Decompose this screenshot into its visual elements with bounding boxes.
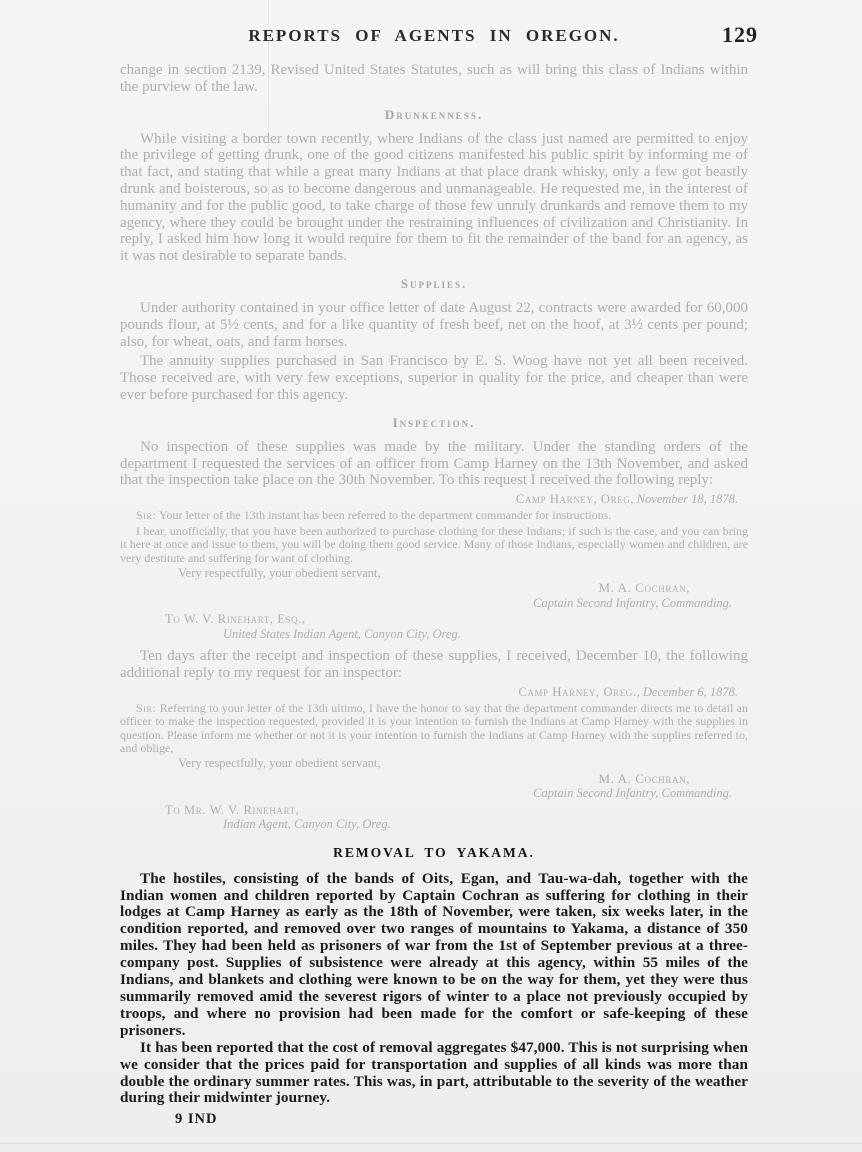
letter1-closing: Very respectfully, your obedient servant, (178, 565, 381, 580)
letter1-addressee (165, 612, 748, 641)
inspection-paragraph-2: Ten days after the receipt and inspection of these supplies, I received, December 10, the following additional reply to my request for an inspector: (120, 648, 748, 681)
faded-text-region (120, 62, 748, 832)
letter1-salutation: Sir: (136, 508, 157, 523)
letter1-signature (120, 581, 748, 610)
letter1-addressee-line2: United States Indian Agent, Canyon City, Oreg. (223, 626, 461, 641)
letter1-dateline (120, 492, 738, 507)
page-header-title: REPORTS OF AGENTS IN OREGON. (248, 26, 620, 45)
heading-inspection: Inspection. (392, 414, 476, 430)
letter2-addressee (165, 803, 748, 832)
letter2-addressee-line1: To Mr. W. V. Rinehart, (165, 802, 300, 817)
letter2-closing: Very respectfully, your obedient servant, (178, 756, 381, 771)
letter1-body-1 (120, 509, 748, 523)
letter2-dateline-place: Camp Harney, Oreg. (518, 684, 637, 699)
letter1-signature-title: Captain Second Infantry, Commanding. (533, 595, 732, 610)
running-head (120, 22, 758, 47)
heading-drunkenness: Drunkenness. (384, 106, 484, 122)
drunkenness-paragraph: While visiting a border town recently, where Indians of the class just named are permitted to enjoy the privilege of getting drunk, one of the good citizens manifested his public spirit by informing me of that fact, and stating that while a great many Indians at that place drank whisky, only a few got beastly drunk and boisterous, so as to become dangerous and unmanageable. He requested me, in the interest of humanity and for the public good, to take charge of those few unruly drunkards and remove them to my agency, where they could be brought under the restraining influences of civilization and Christianity. In reply, I asked him how long it would require for them to fit the remainder of the band for an agency, as it was not desirable to separate bands. (120, 130, 748, 265)
removal-paragraph-1: The hostiles, consisting of the bands of Oits, Egan, and Tau-wa-dah, together with the Indian women and children reported by Captain Cochran as suffering for clothing in their lodges at Camp Harney as early as the 18th of November, were taken, six weeks later, in the condition reported, and removed over two ranges of mountains to Yakama, a distance of 350 miles. They had been held as prisoners of war from the 1st of September previous at a three-company post. Supplies of subsistence were already at this agency, within 55 miles of the Indians, and blankets and clothing were known to be on the way for them, yet they were thus summarily removed amid the severest rigors of winter to a place not previously occupied by troops, and where no provision had been made for the comfort or safe-keeping of these prisoners. (120, 869, 748, 1039)
letter1-body-1-text: Your letter of the 13th instant has been referred to the department commander for instructions. (156, 508, 612, 523)
letter1-dateline-place: Camp Harney, Oreg (515, 492, 631, 507)
intro-paragraph: change in section 2139, Revised United States Statutes, such as will bring this class of Indians within the purview of the law. (120, 62, 748, 95)
letter2-signature-name: M. A. Cochran, (598, 770, 690, 786)
letter2-signature-title: Captain Second Infantry, Commanding. (533, 786, 732, 801)
letter2-body (120, 702, 748, 756)
heading-supplies: Supplies. (400, 275, 468, 291)
letter2-addressee-line2: Indian Agent, Canyon City, Oreg. (223, 817, 391, 832)
letter2-salutation: Sir: (136, 700, 157, 715)
letter1-addressee-line1: To W. V. Rinehart, Esq., (165, 612, 306, 627)
supplies-paragraph-2: The annuity supplies purchased in San Francisco by E. S. Woog have not yet all been received. Those received are, with very few exceptions, superior in quality for the price, and cheaper than were ever before purchased for this agency. (120, 353, 748, 403)
letter2-dateline (120, 685, 738, 700)
supplies-paragraph-1: Under authority contained in your office letter of date August 22, contracts were awarded for 60,000 pounds flour, at 5½ cents, and for a like quantity of fresh beef, net on the hoof, at 3½ cents per pound; also, for wheat, oats, and farm horses. (120, 299, 748, 350)
letter2-dateline-date: , December 6, 1878. (636, 684, 738, 699)
letter1-dateline-date: , November 18, 1878. (630, 492, 738, 507)
letter2-body-text: Referring to your letter of the 13th ultimo, I have the honor to say that the department commander directs me to detail an officer to make the inspection requested, provided it is your intention to furnish the Indians at Camp Harney with the supplies in question. Please inform me whether or not it is your intention to furnish the Indians at Camp Harney with the supplies referred to, and oblige, (120, 700, 748, 756)
dark-text-region (120, 845, 748, 1129)
letter1-signature-name: M. A. Cochran, (598, 580, 690, 596)
removal-paragraph-2: It has been reported that the cost of removal aggregates $47,000. This is not surprising when we consider that the prices paid for transportation and supplies of all kinds was more than double the ordinary summer rates. This was, in part, attributable to the severity of the weather during their midwinter journey. (120, 1038, 748, 1107)
inspection-paragraph-1: No inspection of these supplies was made by the military. Under the standing orders of the department I requested the services of an officer from Camp Harney on the 13th November, and asked that the inspection take place on the 30th November. To this request I received the following reply: (120, 438, 748, 489)
printers-signature-mark: 9 IND (175, 1111, 218, 1128)
page-number: 129 (722, 22, 758, 47)
letter1-body-2: I hear, unofficially, that you have been authorized to purchase clothing for these Indians; if such is the case, and you can bring it here at once and issue to them, you will be doing them good service. Many of those Indians, especially women and children, are very destitute and suffering for want of clothing. (120, 523, 748, 565)
heading-removal-to-yakama: REMOVAL TO YAKAMA. (333, 844, 535, 860)
letter2-signature (120, 772, 748, 801)
paper-bottom-edge (0, 1143, 862, 1144)
